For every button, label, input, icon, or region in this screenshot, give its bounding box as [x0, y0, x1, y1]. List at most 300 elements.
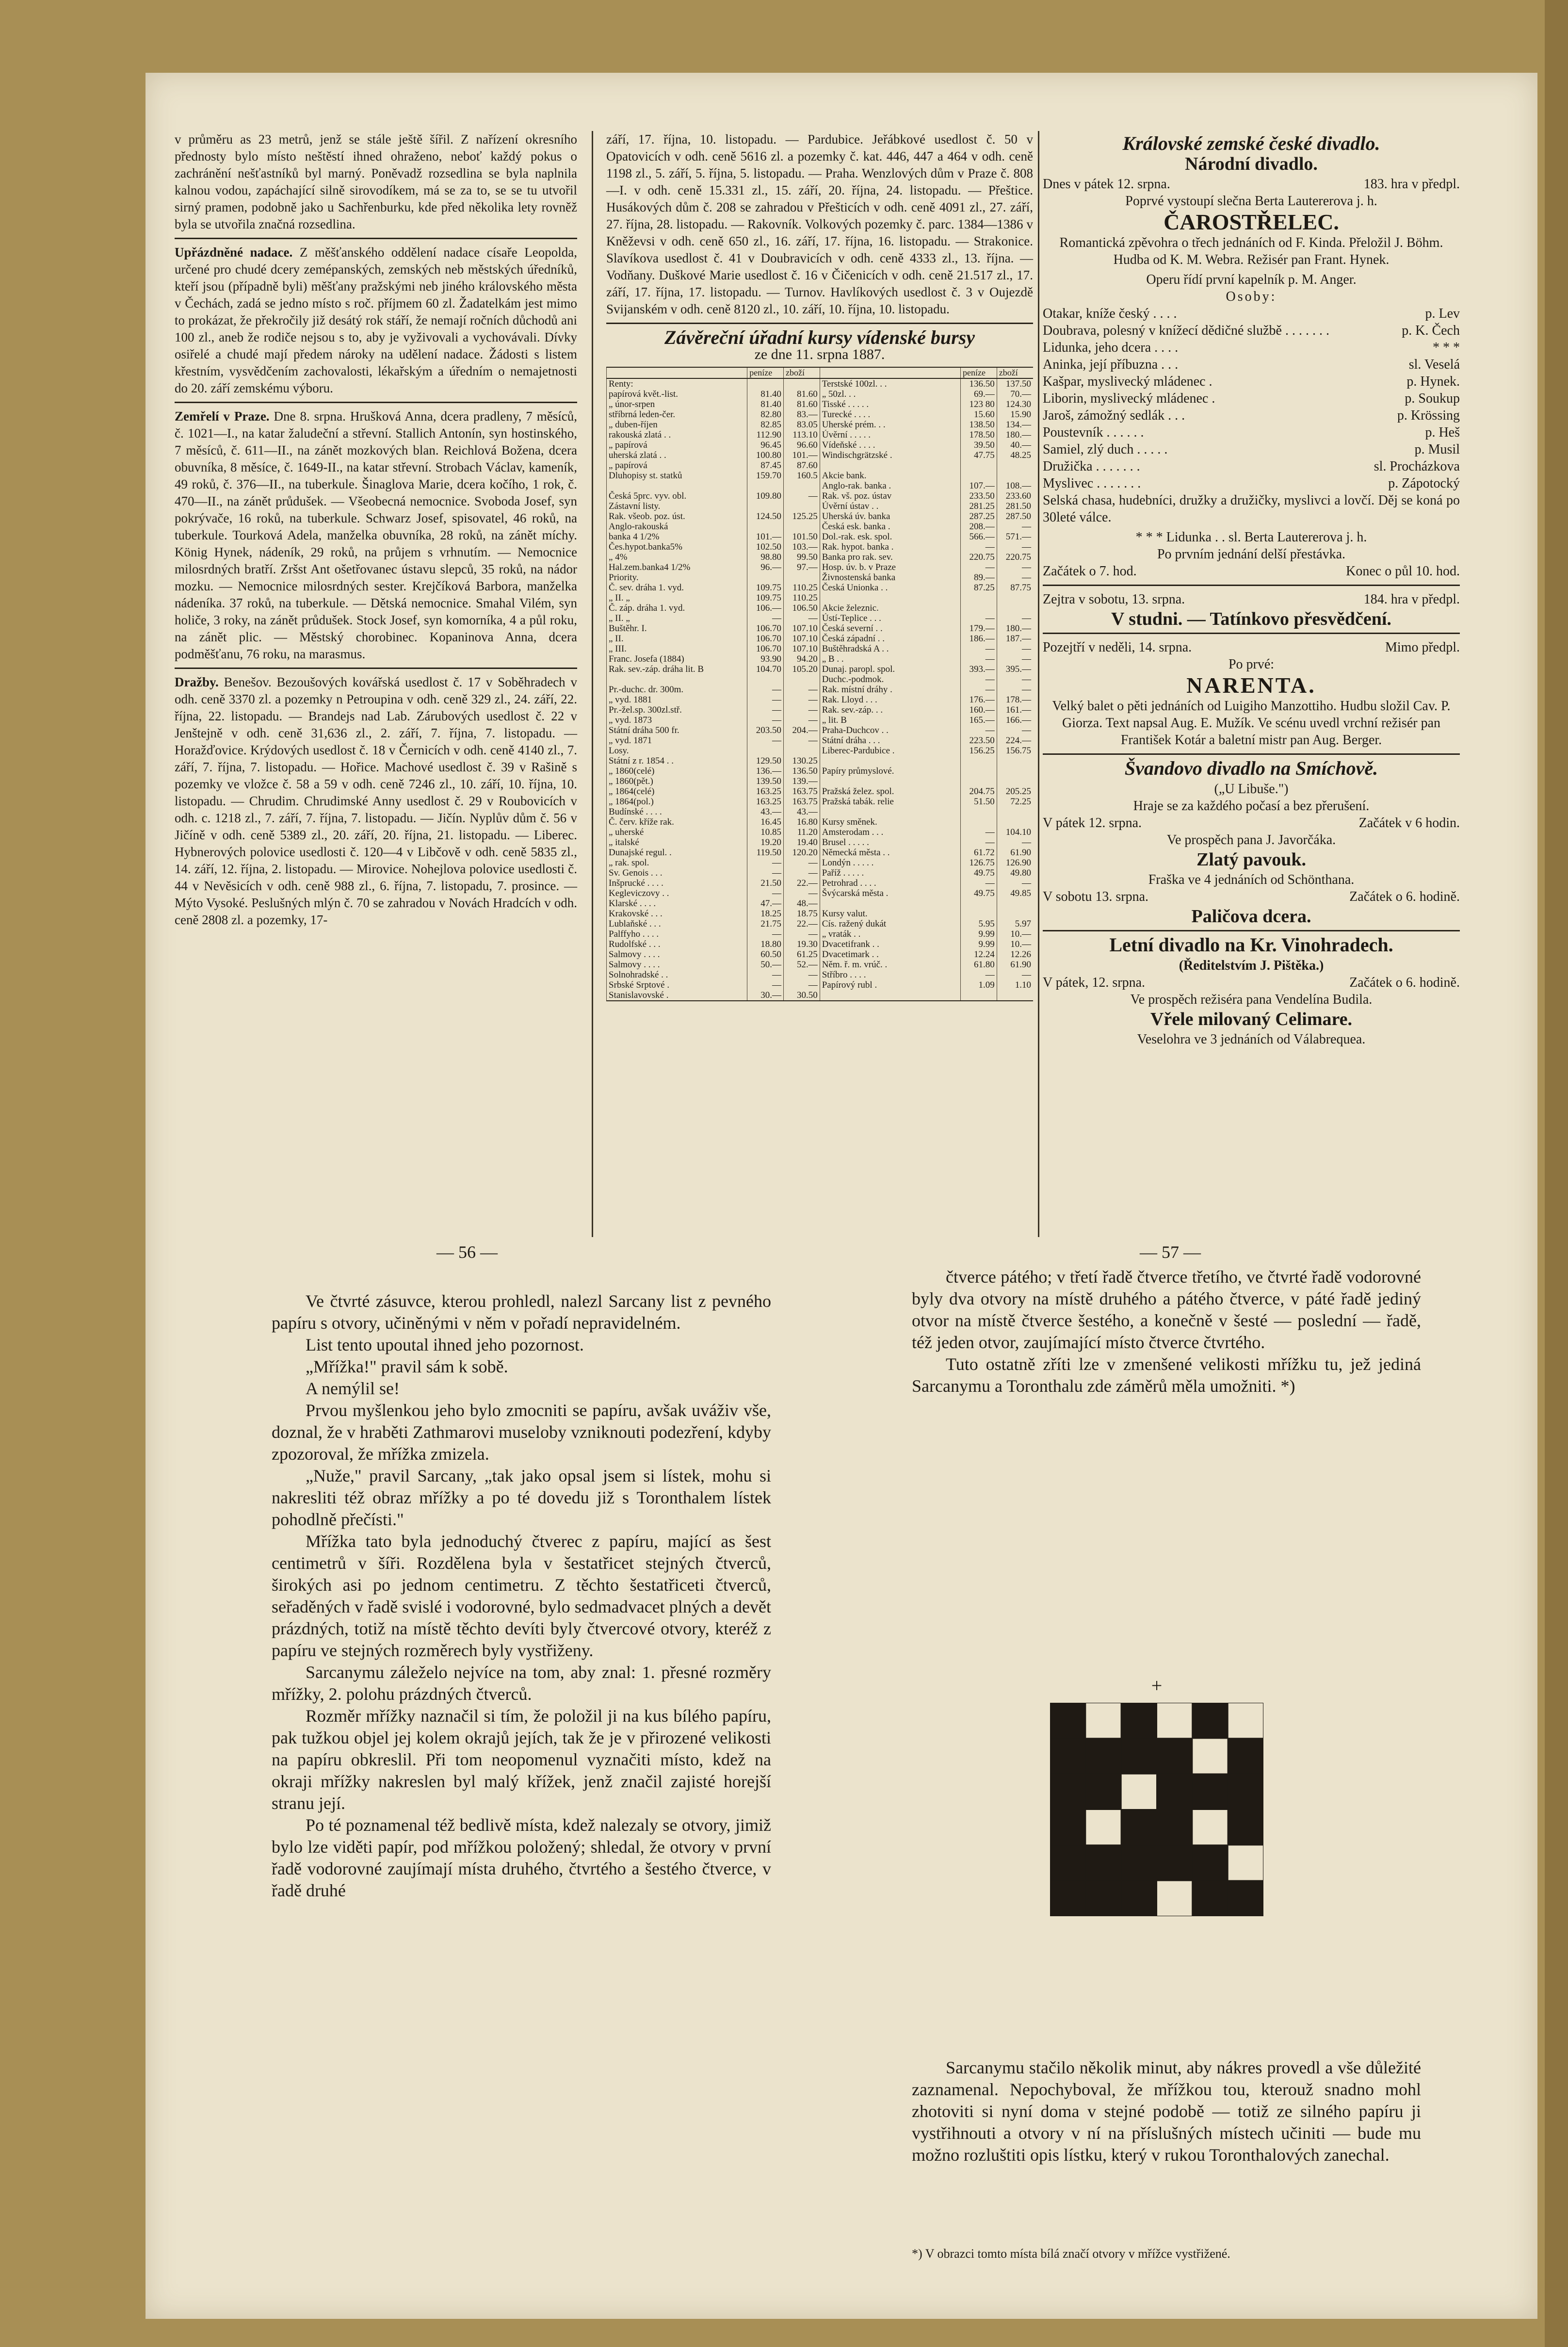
kursy-cell: 21.50 [747, 878, 784, 888]
binding-edge [1545, 0, 1568, 2347]
kursy-table [606, 367, 1033, 1001]
kursy-cell: — [783, 868, 820, 878]
kursy-cell: 48.— [783, 898, 820, 909]
kursy-cell [997, 766, 1033, 776]
kursy-cell: Budínské . . . . [607, 807, 747, 817]
kursy-cell: „ II. „ [607, 613, 747, 623]
kursy-row [607, 593, 1034, 603]
theatre-vinohrady-subtitle: (Ředitelstvím J. Pištěka.) [1179, 958, 1324, 973]
column-right [1043, 131, 1460, 1048]
t1-number: 183. hra v předpl. [1363, 177, 1460, 192]
kursy-cell: 87.25 [960, 583, 997, 593]
kursy-row [607, 909, 1034, 919]
kursy-row [607, 430, 1034, 440]
kursy-cell: — [997, 725, 1033, 735]
grid-hole [1192, 1809, 1228, 1845]
kursy-cell: 106.— [747, 603, 784, 613]
kursy-row [607, 960, 1034, 970]
nadace-text: Z měšťanského oddělení nadace císaře Leopolda, určené pro chudé dcery zemépanských, zemských neb městských úředníků, kteří jsou (případně byli) měšťany pražskými neb jiného královského města v Čechách, zadá se jedno místo s roč. příjmem 60 zl. Žadatelkám jest mimo to prokázat, že překročily již desátý rok stáří, že nemají ročních důchodů ani 100 zl., aneb že rodiče nejsou s to, aby je vyživovali a vychovávali. Dívky osiřelé a chudé mají předem nároky na udělení nadace. Žádosti s listem křestním, vysvědčením zachovalosti, lékařským a úředním o nemajetnosti do 20. září zemskému výboru. [175, 245, 578, 395]
kursy-row [607, 664, 1034, 674]
kursy-cell: 19.30 [783, 939, 820, 949]
zemreli-article [175, 408, 577, 663]
story-paragraph: Rozměr mřížky naznačil si tím, že položil ji na kus bílého papíru, pak tužkou objel jej kolem okrajů jejích, tak že je v přirozené velikosti na papíru obkreslil. Při tom neopomenul vyznačiti místo, kdež na okraji mřížky nakreslen byl malý křížek, jenž značil zajisté horejší stranu její. [272, 1706, 771, 1813]
t1-start: Začátek o 7. hod. [1043, 564, 1137, 579]
kursy-cell: 43.— [747, 807, 784, 817]
kursy-cell: 134.— [997, 420, 1033, 430]
kursy-cell: 19.20 [747, 837, 784, 848]
kursy-cell: 103.— [783, 542, 820, 552]
kursy-cell: — [747, 735, 784, 746]
cast-role: Kašpar, myslivecký mládenec . [1043, 374, 1212, 389]
kursy-cell: 89.— [960, 572, 997, 583]
s1-date-row [1043, 815, 1460, 831]
kursy-cell: 10.— [997, 939, 1033, 949]
kursy-cell [820, 460, 960, 471]
kursy-row [607, 572, 1034, 583]
kursy-cell: 22.— [783, 878, 820, 888]
kursy-row [607, 868, 1034, 878]
kursy-cell: Anglo-rakouská [607, 522, 747, 532]
kursy-cell: Něm. ř. m. vrúč. . [820, 960, 960, 970]
kursy-cell [997, 603, 1033, 613]
kursy-cell: „ vyd. 1873 [607, 715, 747, 725]
kursy-cell: 136.50 [783, 766, 820, 776]
kursy-cell: — [783, 491, 820, 501]
kursy-cell: 47.75 [960, 450, 997, 460]
grid-solid-square [1228, 1881, 1263, 1916]
theatre-vinohrady-title: Letní divadlo na Kr. Vinohradech. [1109, 934, 1393, 956]
kursy-cell: Inšprucké . . . . [607, 878, 747, 888]
kursy-cell: — [997, 613, 1033, 623]
cast-role: Otakar, kníže český . . . . [1043, 306, 1177, 321]
kursy-cell: 18.80 [747, 939, 784, 949]
kursy-cell: 176.— [960, 695, 997, 705]
cast-role: Myslivec . . . . . . . [1043, 476, 1141, 491]
kursy-cell: Česká severní . . [820, 623, 960, 634]
kursy-cell: Hosp. úv. b. v Praze [820, 562, 960, 572]
kursy-cell: 16.80 [783, 817, 820, 827]
kursy-cell: 61.72 [960, 848, 997, 858]
kursy-cell [820, 776, 960, 786]
kursy-cell: 107.— [960, 481, 997, 491]
cast-actor: sl. Procházkova [1374, 459, 1460, 474]
kursy-cell: — [997, 878, 1033, 888]
kursy-cell: Dunaj. paropl. spol. [820, 664, 960, 674]
kursy-cell: 281.50 [997, 501, 1033, 511]
kursy-cell: — [960, 674, 997, 685]
cipher-grid-figure [1050, 1674, 1263, 1926]
kursy-cell: 101.— [747, 532, 784, 542]
kursy-cell: 119.50 [747, 848, 784, 858]
kursy-cell [997, 593, 1033, 603]
kursy-cell [960, 766, 997, 776]
kursy-cell: 220.75 [997, 552, 1033, 562]
theatre-svanda-title: Švandovo divadlo na Smíchově. [1124, 757, 1378, 779]
kursy-cell: Úvěrní . . . . . [820, 430, 960, 440]
kursy-cell: 5.95 [960, 919, 997, 929]
kursy-cell: 393.— [960, 664, 997, 674]
theatre-national-subtitle: Národní divadlo. [1185, 154, 1318, 174]
kursy-cell: Dol.-rak. esk. spol. [820, 532, 960, 542]
v1-date-row [1043, 974, 1460, 991]
drazby-text: Benešov. Bezoušových kovářská usedlost č. 17 v Soběhradech v odh. ceně 3370 zl. a pozemky n Petroupina v odh. ceně 329 zl., 24. září, 22. října, 22. listopadu. — Brandejs nad Lab. Zárubových usedlost č. 22 v Jenštejně v odh. ceně 31,636 zl., 2. září, 7. října, 7. listopadu. — Horažďovice. Krýdových usedlost č. 18 v Černicích v odh. ceně 4140 zl., 7. září, 7. října, 7. listopadu. — Hořice. Machové usedlost č. 39 v Rašině s pozemky ve vložce č. 58 a 59 v odh. ceně 7246 zl., 10. září, 10. října, 10. listopadu. — Chrudim. Chrudimské Anny usedlost č. 29 v Roubovicích v odh. c. 1218 zl., 7. září, 7. října, 7. listopadu. — Jičín. Nyplův dům č. 56 v Jičíně v odh. ceně 5389 zl., 20. září, 20. října, 21. listopadu. — Liberec. Hybnerových polovice usedlosti č. 120—4 v Libčově v odh. ceně 5835 zl., 14. září, 12. října, 2. listopadu. — Mirovice. Nohejlova polovice usedlosti č. 44 v Nevěsicích v odh. ceně 988 zl., 6. října, 7. listopadu, 7. prosince. — Mýto Vysoké. Peslušných mlýn č. 70 se zahradou v Novách Hradcích v odh. ceně 2808 zl. a pozemky, 17- [175, 675, 578, 927]
grid-solid-square [1085, 1881, 1121, 1916]
kursy-cell: — [960, 542, 997, 552]
kursy-cell: 69.— [960, 389, 997, 399]
cast-actor: sl. Veselá [1408, 357, 1460, 372]
kursy-row [607, 542, 1034, 552]
cast-entry [1043, 424, 1460, 441]
story-paragraph: Mřížka tato byla jednoduchý čtverec z papíru, mající as šest centimetrů v šíři. Rozdělena byla v šestatřicet stejných čtverců, širokých asi po jednom centimetru. Z těchto šestatřiceti čtverců, seřaděných v řadě svislé i vodorovné, bylo sedmadvacet plných a devět prázdných, totiž na místě těchto devíti byly čtvercové otvory, kteréž z papíru ve stejných rozměrech byly vystřiženy. [272, 1532, 771, 1660]
kursy-header-cell: peníze [747, 367, 784, 378]
cast-actor: p. Musil [1414, 442, 1460, 457]
cast-actor: p. Krössing [1397, 408, 1460, 423]
kursy-cell: — [960, 878, 997, 888]
grid-solid-square [1121, 1738, 1157, 1774]
cast-role: Poustevník . . . . . . [1043, 425, 1144, 440]
kursy-cell: 129.50 [747, 756, 784, 766]
kursy-cell: 83.05 [783, 420, 820, 430]
v1-date: V pátek, 12. srpna. [1043, 975, 1145, 990]
cast-actor: p. Zápotocký [1388, 476, 1460, 491]
t1-intermission: Po prvním jednání delší přestávka. [1157, 547, 1346, 562]
t2-date-row [1043, 591, 1460, 608]
kursy-cell: 9.99 [960, 929, 997, 939]
grid-cross-mark: + [1151, 1675, 1163, 1696]
kursy-cell: Renty: [607, 378, 747, 389]
kursy-cell: — [997, 654, 1033, 664]
kursy-cell: — [997, 970, 1033, 980]
kursy-cell [783, 674, 820, 685]
t1-osoby: Osoby: [1226, 289, 1277, 304]
kursy-cell: — [747, 970, 784, 980]
kursy-cell: 49.75 [960, 868, 997, 878]
kursy-cell: 82.85 [747, 420, 784, 430]
t3-note: Mimo předpl. [1385, 640, 1460, 655]
grid-solid-square [1228, 1774, 1263, 1809]
t2-number: 184. hra v předpl. [1363, 592, 1460, 607]
kursy-cell: 178.50 [960, 430, 997, 440]
kursy-cell: Č. záp. dráha 1. vyd. [607, 603, 747, 613]
kursy-cell: 40.— [997, 440, 1033, 450]
zemreli-text: Dne 8. srpna. Hrušková Anna, dcera pradleny, 7 měsíců, č. 1021—I., na katar žaludeční a střevní. Stallich Antonín, syn hostinského, 7 měsíců, č. 611—II., na zánět mozkových blan. Reichlová Božena, dcera obuvníka, 8 měsíce, č. 1649-II., na katar střevní. Strobach Václav, kameník, 49 roků, č. 376—II., na tuberkule. Šinaglova Marie, dcera kočího, 1 rok, č. 470—II., na zánět průdušek. — Všeobecná nemocnice. Svoboda Josef, syn pokrývače, 16 roků, na tuberkule. Schwarz Josef, spisovatel, 46 roků, na tuberkule. Tourková Adela, manželka obuvníka, 28 roků, na zánět míchy. König Hynek, nádeník, 29 roků, na průjem s vrhnutím. — Nemocnice milosrdných bratří. Zršst Ant ošetřovanec ústavu slepců, 35 roků, na nádor mozku. — Nemocnice milosrdných sester. Krejčíková Barbora, manželka nádeníka. 37 roků, na tuberkule. — Dětská nemocnice. Smahal Vilém, syn holiče, 3 roky, na zánět průdušek. Stock Josef, syn komorníka, 4 a půl roku, na zánět plic. — Městský chorobinec. Kopaninova Anna, dcera podměšťanu, 76 roku, na marasmus. [175, 409, 577, 661]
kursy-cell: „ uherské [607, 827, 747, 837]
t1-guest: Poprvé vystoupí slečna Berta Lautererova j. h. [1125, 194, 1377, 209]
kursy-row [607, 725, 1034, 735]
kursy-cell: — [783, 735, 820, 746]
kursy-row [607, 715, 1034, 725]
v1-start: Začátek o 6. hodině. [1349, 975, 1460, 990]
kursy-cell: 11.20 [783, 827, 820, 837]
kursy-cell [747, 522, 784, 532]
s1-start: Začátek v 6 hodin. [1358, 815, 1460, 831]
kursy-cell: „ 1860(pět.) [607, 776, 747, 786]
kursy-cell [747, 481, 784, 491]
kursy-cell: Kursy valut. [820, 909, 960, 919]
kursy-cell: Pr.-žel.sp. 300zl.stř. [607, 705, 747, 715]
kursy-cell: Salmovy . . . . [607, 960, 747, 970]
kursy-cell: 156.25 [960, 746, 997, 756]
story-paragraph: „Mřížka!" pravil sám k sobě. [306, 1357, 508, 1376]
cast-actor: p. K. Čech [1402, 323, 1460, 338]
kursy-cell: 96.— [747, 562, 784, 572]
s1-description: Fraška ve 4 jednáních od Schönthana. [1148, 872, 1355, 887]
t3-play-title: NARENTA. [1186, 673, 1316, 698]
kursy-cell: Dluhopisy st. statků [607, 471, 747, 481]
kursy-cell: Papírový rubl . [820, 980, 960, 990]
kursy-cell: 96.60 [783, 440, 820, 450]
kursy-row [607, 420, 1034, 430]
kursy-cell: Rak. sev.-záp. dráha lit. B [607, 664, 747, 674]
kursy-cell [747, 501, 784, 511]
kursy-cell: — [747, 685, 784, 695]
t1-description: Romantická zpěvohra o třech jednáních od F. Kinda. Přeložil J. Böhm. Hudba od K. M. Webra. Režisér pan Frant. Hynek. [1059, 235, 1443, 267]
kursy-cell: 126.90 [997, 858, 1033, 868]
v1-description: Veselohra ve 3 jednáních od Válabrequea. [1137, 1032, 1366, 1047]
footnote: *) V obrazci tomto místa bílá značí otvory v mřížce vystřižené. [912, 2247, 1230, 2261]
grid-solid-square [1192, 1703, 1228, 1738]
kursy-cell [747, 572, 784, 583]
kursy-row [607, 522, 1034, 532]
kursy-cell: Papíry průmyslové. [820, 766, 960, 776]
kursy-cell: 163.75 [783, 797, 820, 807]
kursy-cell [820, 990, 960, 1001]
kursy-row [607, 807, 1034, 817]
kursy-cell: — [783, 613, 820, 623]
kursy-cell: 87.75 [997, 583, 1033, 593]
t1-date-row [1043, 176, 1460, 193]
kursy-cell: Č. sev. dráha 1. vyd. [607, 583, 747, 593]
kursy-cell: 18.75 [783, 909, 820, 919]
kursy-row [607, 827, 1034, 837]
kursy-cell: 205.25 [997, 786, 1033, 797]
kursy-row [607, 888, 1034, 898]
kursy-cell: 163.75 [783, 786, 820, 797]
kursy-row [607, 756, 1034, 766]
kursy-cell [747, 674, 784, 685]
kursy-cell: — [783, 685, 820, 695]
kursy-cell: 566.— [960, 532, 997, 542]
kursy-cell: — [747, 715, 784, 725]
kursy-cell: Cís. ražený dukát [820, 919, 960, 929]
kursy-cell: 159.70 [747, 471, 784, 481]
kursy-cell: „ italské [607, 837, 747, 848]
kursy-cell: Brusel . . . . . [820, 837, 960, 848]
kursy-cell: 104.70 [747, 664, 784, 674]
kursy-cell: Uherské prém. . . [820, 420, 960, 430]
kursy-cell: — [747, 888, 784, 898]
kursy-cell: Rak. Lloyd . . . [820, 695, 960, 705]
kursy-row [607, 970, 1034, 980]
kursy-cell: 224.— [997, 735, 1033, 746]
grid-solid-square [1157, 1845, 1192, 1880]
kursy-cell: 81.60 [783, 399, 820, 409]
cast-role: Doubrava, polesný v knížecí dědičné službě . . . . . . . [1043, 323, 1329, 338]
story-paragraph: Tuto ostatně zříti lze v zmenšené velikosti mřížku tu, jež jediná Sarcanymu a Toronthalu zde záměrů měla umožniti. *) [912, 1354, 1421, 1396]
kursy-cell: Švýcarská města . [820, 888, 960, 898]
cast-actor: * * * [1433, 340, 1460, 355]
kursy-row [607, 817, 1034, 827]
grid-solid-square [1050, 1738, 1085, 1774]
column-left [175, 131, 577, 931]
t1-note: * * * Lidunka . . sl. Berta Lautererova j. h. [1135, 530, 1367, 545]
grid-solid-square [1157, 1809, 1192, 1845]
kursy-cell: — [747, 613, 784, 623]
kursy-cell: — [747, 868, 784, 878]
kursy-cell: — [960, 654, 997, 664]
kursy-cell: Dvacetimark . . [820, 949, 960, 960]
kursy-cell: — [997, 685, 1033, 695]
kursy-row [607, 654, 1034, 664]
story-paragraph: Po té poznamenal též bedlivě místa, kdež nalezaly se otvory, jimiž bylo lze viděti papír, pod mřížkou položený; shledal, že otvory v první řadě vodorovné zaujímají místa druhého, čtvrtého a šestého čtverce, v řadě druhé [272, 1815, 771, 1900]
kursy-cell: Hal.zem.banka4 1/2% [607, 562, 747, 572]
kursy-cell: 109.80 [747, 491, 784, 501]
cast-entry [1043, 458, 1460, 475]
kursy-cell: 109.75 [747, 583, 784, 593]
kursy-cell: 60.50 [747, 949, 784, 960]
kursy-cell: Solnohradské . . [607, 970, 747, 980]
kursy-body [607, 378, 1034, 1001]
kursy-cell: 49.85 [997, 888, 1033, 898]
kursy-cell: 180.— [997, 430, 1033, 440]
story-paragraph: Sarcanymu stačilo několik minut, aby nákres provedl a vše důležité zaznamenal. Nepochyboval, že mřížkou tou, kterouž snadno mohl zhotoviti si nyní doma v stejné podobě — totiž ze silného papíru ji vystřihnouti a otvory v ní na příslušných místech učiniti — bude mu možno rozluštiti opis lístku, který v rukou Toronthalových zanechal. [912, 2058, 1421, 2165]
kursy-cell: 93.90 [747, 654, 784, 664]
kursy-row [607, 919, 1034, 929]
story-right-column [912, 1266, 1421, 1397]
kursy-cell: 233.60 [997, 491, 1033, 501]
kursy-row [607, 552, 1034, 562]
story-left-column [272, 1290, 771, 1902]
kursy-cell: Amsterodam . . . [820, 827, 960, 837]
column-middle [606, 131, 1033, 1001]
kursy-cell: Rak. všeob. poz. úst. [607, 511, 747, 522]
kursy-row [607, 501, 1034, 511]
kursy-cell [607, 674, 747, 685]
kursy-cell: 203.50 [747, 725, 784, 735]
kursy-cell: 70.— [997, 389, 1033, 399]
kursy-cell [960, 817, 997, 827]
kursy-cell: 120.20 [783, 848, 820, 858]
kursy-cell: 113.10 [783, 430, 820, 440]
kursy-row [607, 613, 1034, 623]
drazby-heading: Dražby. [175, 675, 219, 689]
kursy-cell: Uherská úv. banka [820, 511, 960, 522]
kursy-cell: 15.60 [960, 409, 997, 420]
kursy-cell: 51.50 [960, 797, 997, 807]
t2-date: Zejtra v sobotu, 13. srpna. [1043, 592, 1185, 607]
kursy-cell: Praha-Duchcov . . [820, 725, 960, 735]
kursy-cell: — [783, 970, 820, 980]
grid-solid-square [1050, 1809, 1085, 1845]
kursy-cell: Státní z r. 1854 . . [607, 756, 747, 766]
kursy-cell: 19.40 [783, 837, 820, 848]
grid-hole [1228, 1703, 1263, 1738]
v1-play-title: Vřele milovaný Celimare. [1150, 1009, 1353, 1029]
kursy-cell [997, 471, 1033, 481]
kursy-cell: Č. červ. kříže rak. [607, 817, 747, 827]
kursy-cell: — [960, 837, 997, 848]
kursy-cell: „ 1860(celé) [607, 766, 747, 776]
kursy-cell: Kursy směnek. [820, 817, 960, 827]
kursy-cell: 61.80 [960, 960, 997, 970]
kursy-cell: Londýn . . . . . [820, 858, 960, 868]
kursy-cell: 100.80 [747, 450, 784, 460]
cast-actor: p. Heš [1425, 425, 1460, 440]
kursy-header-cell [607, 367, 747, 378]
divider [175, 668, 577, 669]
kursy-cell: 30.50 [783, 990, 820, 1001]
kursy-cell: — [783, 888, 820, 898]
grid-hole [1121, 1774, 1157, 1809]
kursy-cell: 12.26 [997, 949, 1033, 960]
kursy-row [607, 898, 1034, 909]
kursy-cell: „ vraták . . [820, 929, 960, 939]
kursy-cell: 161.— [997, 705, 1033, 715]
kursy-cell: 105.20 [783, 664, 820, 674]
kursy-cell: — [747, 705, 784, 715]
kursy-cell: „ II. „ [607, 593, 747, 603]
kursy-cell: Ústí-Teplice . . . [820, 613, 960, 623]
grid-solid-square [1050, 1703, 1085, 1738]
kursy-cell: 180.— [997, 623, 1033, 634]
cast-entry [1043, 373, 1460, 390]
kursy-cell: Rak. hypot. banka . [820, 542, 960, 552]
kursy-cell: — [960, 613, 997, 623]
kursy-cell [960, 593, 997, 603]
kursy-cell: 139.— [783, 776, 820, 786]
kursy-cell [960, 603, 997, 613]
kursy-row [607, 990, 1034, 1001]
kursy-cell: Státní dráha . . . [820, 735, 960, 746]
kursy-cell: Duchc.-podmok. [820, 674, 960, 685]
grid-solid-square [1085, 1845, 1121, 1880]
kursy-cell [997, 990, 1033, 1001]
kursy-cell: „ papírová [607, 440, 747, 450]
grid-solid-square [1157, 1738, 1192, 1774]
kursy-cell: — [783, 705, 820, 715]
kursy-cell: 101.50 [783, 532, 820, 542]
grid-hole [1085, 1809, 1121, 1845]
kursy-cell: 112.90 [747, 430, 784, 440]
kursy-cell: Losy. [607, 746, 747, 756]
kursy-cell: 22.— [783, 919, 820, 929]
kursy-cell: 233.50 [960, 491, 997, 501]
kursy-cell [783, 481, 820, 491]
kursy-cell [997, 756, 1033, 766]
kursy-cell: — [747, 695, 784, 705]
kursy-cell: Úvěrní ústav . . [820, 501, 960, 511]
kursy-cell: Banka pro rak. sev. [820, 552, 960, 562]
cast-entry [1043, 390, 1460, 407]
kursy-cell: Srbské Srptové . [607, 980, 747, 990]
kursy-cell: 287.50 [997, 511, 1033, 522]
kursy-date: ze dne 11. srpna 1887. [754, 346, 885, 362]
kursy-cell: 139.50 [747, 776, 784, 786]
kursy-cell: 99.50 [783, 552, 820, 562]
cast-role: Liborin, myslivecký mládenec . [1043, 391, 1215, 406]
kursy-cell: 138.50 [960, 420, 997, 430]
kursy-cell: 48.25 [997, 450, 1033, 460]
cast-entry [1043, 339, 1460, 356]
kursy-cell: Stříbro . . . . [820, 970, 960, 980]
kursy-cell: 61.25 [783, 949, 820, 960]
kursy-cell: Zástavní listy. [607, 501, 747, 511]
s2-date-row [1043, 888, 1460, 905]
kursy-row [607, 532, 1034, 542]
kursy-cell: — [997, 522, 1033, 532]
kursy-cell: 94.20 [783, 654, 820, 664]
kursy-cell: 136.— [747, 766, 784, 776]
